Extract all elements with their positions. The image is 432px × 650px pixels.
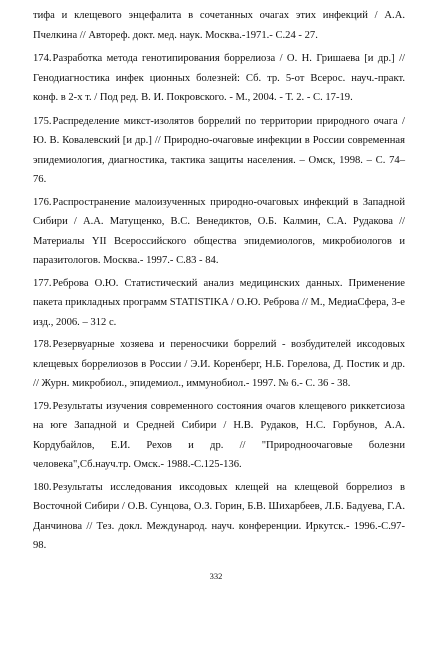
reference-text: Результаты изучения современного состояния очагов клещевого риккетсиоза на юге Западной и Средней Сибири / Н.В. Рудаков, Н.С. Горбунов, А.А. Кордубайлов, Е.И. Рехов и др. // "Природноочаговые болезни человека",Сб.науч.тр. Омск.- 1988.-С.125-136. [33, 400, 405, 470]
reference-number: 177. [33, 277, 52, 289]
reference-number: 180. [33, 481, 52, 493]
reference-list [33, 6, 405, 559]
reference-number: 179. [33, 400, 52, 412]
reference-text: Результаты исследования иксодовых клещей на клещевой боррелиоз в Восточной Сибири / О.В. Сунцова, О.З. Горин, Б.В. Шихарбеев, Л.Б. Бадуева, Г.А. Данчинова // Тез. докл. Международ. науч. конференции. Иркутск.- 1996.-С.97-98. [33, 481, 405, 551]
reference-item-176 [33, 193, 405, 271]
reference-item-174 [33, 49, 405, 108]
reference-item-180 [33, 478, 405, 556]
reference-item-175 [33, 112, 405, 190]
reference-text: Реброва О.Ю. Статистический анализ медицинских данных. Применение пакета прикладных программ STATISTIKA / О.Ю. Реброва // М., МедиаСфера, 3-е изд., 2006. – 312 с. [33, 277, 405, 328]
reference-number: 174. [33, 53, 52, 64]
reference-text: Распределение микст-изолятов боррелий по территории природного очага / Ю. В. Ковалевский [и др.] // Природно-очаговые инфекции в России современная эпидемиология, диагностика, тактика защиты населения. – Омск, 1998. – С. 74–76. [33, 115, 405, 185]
reference-number: 175. [33, 115, 52, 127]
page-number: 332 [209, 571, 223, 581]
reference-text: Распространение малоизученных природно-очаговых инфекций в Западной Сибири / А.А. Матущенко, В.С. Венедиктов, О.Б. Калмин, С.А. Рудакова // Материалы YII Всероссийского общества эпидемиологов, микробиологов и паразитологов. Москва.- 1997.- С.83 - 84. [33, 196, 405, 266]
reference-item-178 [33, 335, 405, 394]
reference-item-179 [33, 397, 405, 475]
reference-item-177 [33, 274, 405, 333]
reference-text: Резервуарные хозяева и переносчики боррелий - возбудителей иксодовых клещевых боррелиозов в России / Э.И. Коренберг, Н.Б. Горелова, Д. Постик и др. // Журн. микробиол., эпидемиол., иммунобиол.- 1997. № 6.- С. 36 - 38. [33, 339, 405, 389]
reference-text: Разработка метода генотипирования боррелиоза / О. Н. Гришаева [и др.] // Генодиагностика инфек ционных болезней: Сб. тр. 5-от Всерос. науч.-практ. конф. в 2-х т. / Под ред. В. И. Покровского. - М., 2004. - Т. 2. - С. 17-19. [33, 53, 405, 103]
reference-text: тифа и клещевого энцефалита в сочетанных очагах этих инфекций / А.А. Пчелкина // Автореф. докт. мед. наук. Москва.-1971.- С.24 - 27. [33, 10, 405, 41]
reference-number: 176. [33, 196, 52, 208]
reference-number: 178. [33, 339, 52, 350]
reference-item-continued [33, 6, 405, 45]
